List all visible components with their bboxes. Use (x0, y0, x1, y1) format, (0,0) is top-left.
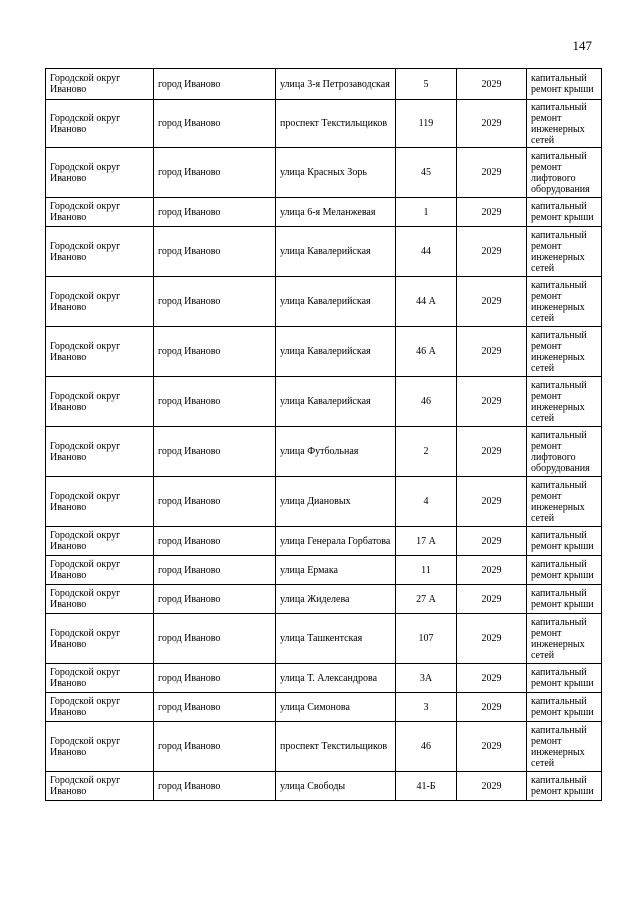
year-cell: 2029 (457, 585, 527, 614)
street-cell: улица 6-я Меланжевая (276, 198, 396, 227)
table-row (46, 377, 602, 427)
house-number-cell: 27 А (396, 585, 457, 614)
street-cell: улица Кавалерийская (276, 227, 396, 277)
work-type-cell: капитальный ремонт крыши (527, 693, 602, 722)
municipality-cell: Городской округ Иваново (46, 556, 154, 585)
work-type-cell: капитальный ремонт крыши (527, 585, 602, 614)
work-type-cell: капитальный ремонт инженерных сетей (527, 100, 602, 148)
table-row (46, 772, 602, 801)
street-cell: проспект Текстильщиков (276, 100, 396, 148)
street-cell: улица Футбольная (276, 427, 396, 477)
city-cell: город Иваново (154, 772, 276, 801)
house-number-cell: 46 (396, 722, 457, 772)
table-row (46, 148, 602, 198)
municipality-cell: Городской округ Иваново (46, 477, 154, 527)
city-cell: город Иваново (154, 100, 276, 148)
house-number-cell: 46 А (396, 327, 457, 377)
street-cell: улица Ташкентская (276, 614, 396, 664)
year-cell: 2029 (457, 148, 527, 198)
year-cell: 2029 (457, 100, 527, 148)
municipality-cell: Городской округ Иваново (46, 772, 154, 801)
street-cell: улица Диановых (276, 477, 396, 527)
work-type-cell: капитальный ремонт инженерных сетей (527, 327, 602, 377)
table-row (46, 427, 602, 477)
municipality-cell: Городской округ Иваново (46, 664, 154, 693)
street-cell: улица Симонова (276, 693, 396, 722)
city-cell: город Иваново (154, 477, 276, 527)
year-cell: 2029 (457, 614, 527, 664)
work-type-cell: капитальный ремонт крыши (527, 69, 602, 100)
municipality-cell: Городской округ Иваново (46, 227, 154, 277)
city-cell: город Иваново (154, 277, 276, 327)
municipality-cell: Городской округ Иваново (46, 148, 154, 198)
table-row (46, 100, 602, 148)
house-number-cell: 107 (396, 614, 457, 664)
house-number-cell: 17 А (396, 527, 457, 556)
work-type-cell: капитальный ремонт крыши (527, 772, 602, 801)
city-cell: город Иваново (154, 556, 276, 585)
city-cell: город Иваново (154, 148, 276, 198)
year-cell: 2029 (457, 377, 527, 427)
table-row (46, 693, 602, 722)
city-cell: город Иваново (154, 722, 276, 772)
house-number-cell: 5 (396, 69, 457, 100)
city-cell: город Иваново (154, 527, 276, 556)
municipality-cell: Городской округ Иваново (46, 327, 154, 377)
municipality-cell: Городской округ Иваново (46, 585, 154, 614)
year-cell: 2029 (457, 427, 527, 477)
city-cell: город Иваново (154, 585, 276, 614)
year-cell: 2029 (457, 327, 527, 377)
municipality-cell: Городской округ Иваново (46, 277, 154, 327)
city-cell: город Иваново (154, 69, 276, 100)
street-cell: улица Генерала Горбатова (276, 527, 396, 556)
city-cell: город Иваново (154, 664, 276, 693)
house-number-cell: 44 А (396, 277, 457, 327)
municipality-cell: Городской округ Иваново (46, 527, 154, 556)
work-type-cell: капитальный ремонт инженерных сетей (527, 227, 602, 277)
municipality-cell: Городской округ Иваново (46, 377, 154, 427)
municipality-cell: Городской округ Иваново (46, 722, 154, 772)
work-type-cell: капитальный ремонт лифтового оборудования (527, 148, 602, 198)
year-cell: 2029 (457, 527, 527, 556)
house-number-cell: 1 (396, 198, 457, 227)
table-row (46, 664, 602, 693)
year-cell: 2029 (457, 556, 527, 585)
municipality-cell: Городской округ Иваново (46, 100, 154, 148)
work-type-cell: капитальный ремонт инженерных сетей (527, 377, 602, 427)
house-number-cell: 3 (396, 693, 457, 722)
city-cell: город Иваново (154, 327, 276, 377)
table-row (46, 69, 602, 100)
work-type-cell: капитальный ремонт крыши (527, 198, 602, 227)
table-row (46, 527, 602, 556)
year-cell: 2029 (457, 722, 527, 772)
house-number-cell: 44 (396, 227, 457, 277)
house-number-cell: 11 (396, 556, 457, 585)
table-row (46, 614, 602, 664)
street-cell: улица Кавалерийская (276, 277, 396, 327)
house-number-cell: 46 (396, 377, 457, 427)
work-type-cell: капитальный ремонт инженерных сетей (527, 277, 602, 327)
municipality-cell: Городской округ Иваново (46, 198, 154, 227)
municipality-cell: Городской округ Иваново (46, 69, 154, 100)
year-cell: 2029 (457, 772, 527, 801)
municipality-cell: Городской округ Иваново (46, 427, 154, 477)
work-type-cell: капитальный ремонт крыши (527, 527, 602, 556)
year-cell: 2029 (457, 69, 527, 100)
year-cell: 2029 (457, 227, 527, 277)
city-cell: город Иваново (154, 227, 276, 277)
work-type-cell: капитальный ремонт лифтового оборудования (527, 427, 602, 477)
city-cell: город Иваново (154, 377, 276, 427)
house-number-cell: 3А (396, 664, 457, 693)
street-cell: улица Свободы (276, 772, 396, 801)
table-row (46, 327, 602, 377)
page-number: 147 (572, 38, 592, 53)
house-number-cell: 45 (396, 148, 457, 198)
table-row (46, 477, 602, 527)
city-cell: город Иваново (154, 693, 276, 722)
year-cell: 2029 (457, 664, 527, 693)
table-row (46, 227, 602, 277)
street-cell: улица Ермака (276, 556, 396, 585)
house-number-cell: 41-Б (396, 772, 457, 801)
year-cell: 2029 (457, 693, 527, 722)
street-cell: улица Красных Зорь (276, 148, 396, 198)
work-type-cell: капитальный ремонт инженерных сетей (527, 614, 602, 664)
municipality-cell: Городской округ Иваново (46, 693, 154, 722)
year-cell: 2029 (457, 477, 527, 527)
municipality-cell: Городской округ Иваново (46, 614, 154, 664)
table-row (46, 585, 602, 614)
house-number-cell: 2 (396, 427, 457, 477)
house-number-cell: 119 (396, 100, 457, 148)
year-cell: 2029 (457, 277, 527, 327)
year-cell: 2029 (457, 198, 527, 227)
city-cell: город Иваново (154, 198, 276, 227)
table-row (46, 277, 602, 327)
house-number-cell: 4 (396, 477, 457, 527)
repair-schedule-table (45, 68, 602, 801)
street-cell: улица Кавалерийская (276, 327, 396, 377)
street-cell: улица 3-я Петрозаводская (276, 69, 396, 100)
street-cell: проспект Текстильщиков (276, 722, 396, 772)
street-cell: улица Кавалерийская (276, 377, 396, 427)
table-row (46, 722, 602, 772)
work-type-cell: капитальный ремонт крыши (527, 664, 602, 693)
city-cell: город Иваново (154, 614, 276, 664)
city-cell: город Иваново (154, 427, 276, 477)
street-cell: улица Жиделева (276, 585, 396, 614)
work-type-cell: капитальный ремонт крыши (527, 556, 602, 585)
work-type-cell: капитальный ремонт инженерных сетей (527, 722, 602, 772)
work-type-cell: капитальный ремонт инженерных сетей (527, 477, 602, 527)
table-row (46, 556, 602, 585)
table-row (46, 198, 602, 227)
street-cell: улица Т. Александрова (276, 664, 396, 693)
